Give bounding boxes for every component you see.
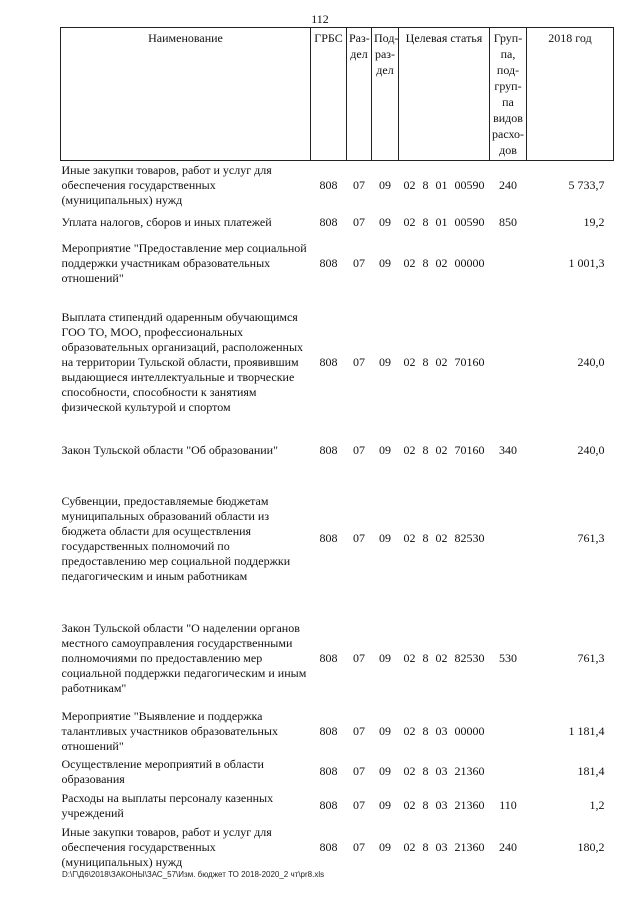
table-header-row [61, 28, 614, 161]
header-razdel-text: Раз-дел [349, 31, 370, 61]
header-podrazdel-text: Под-раз-дел [374, 31, 399, 77]
row-csr: 02 8 03 21360 [403, 764, 485, 778]
row-grbs: 808 [319, 651, 338, 665]
row-grbs: 808 [319, 764, 338, 778]
row-vr: 110 [499, 798, 517, 812]
table-row [61, 433, 614, 469]
row-razdel: 07 [353, 355, 365, 369]
row-name: Мероприятие "Предоставление мер социальной поддержки участникам образовательных отношений" [61, 241, 307, 285]
row-sum: 240,0 [577, 443, 605, 457]
row-sum: 1,2 [589, 798, 605, 812]
row-grbs: 808 [319, 724, 338, 738]
row-podrazdel: 09 [379, 531, 391, 545]
row-razdel: 07 [353, 256, 365, 270]
header-grbs: ГРБС [311, 28, 347, 161]
table-row [61, 789, 614, 823]
row-razdel: 07 [353, 651, 365, 665]
row-razdel: 07 [353, 798, 365, 812]
row-podrazdel: 09 [379, 443, 391, 457]
row-csr: 02 8 01 00590 [403, 215, 485, 229]
row-razdel: 07 [353, 724, 365, 738]
row-sum: 5 733,7 [568, 178, 605, 193]
row-vr [490, 709, 527, 755]
row-grbs: 808 [319, 531, 338, 545]
row-podrazdel: 09 [379, 651, 391, 665]
header-vr [490, 28, 527, 161]
table-row [61, 235, 614, 293]
row-csr: 02 8 02 70160 [403, 443, 485, 457]
row-razdel: 07 [353, 443, 365, 457]
row-sum: 180,2 [577, 840, 605, 854]
row-vr: 340 [499, 443, 517, 457]
row-podrazdel: 09 [379, 798, 391, 812]
row-csr: 02 8 03 21360 [403, 798, 485, 812]
row-csr: 02 8 02 70160 [403, 355, 485, 369]
row-vr [490, 469, 527, 609]
row-csr: 02 8 03 21360 [403, 840, 485, 854]
row-name: Закон Тульской области "О наделении органов местного самоуправления государственными полномочиями по предоставлению мер социальной поддержки педагогическим и иным работникам" [61, 621, 307, 695]
row-grbs: 808 [319, 798, 338, 812]
row-sum: 761,3 [577, 531, 605, 545]
row-vr: 240 [499, 840, 517, 854]
row-podrazdel: 09 [379, 840, 391, 854]
row-grbs: 808 [319, 178, 338, 193]
row-vr [490, 755, 527, 789]
row-name: Расходы на выплаты персоналу казенных учреждений [61, 790, 274, 820]
row-podrazdel: 09 [379, 178, 391, 193]
row-csr: 02 8 01 00590 [403, 178, 485, 193]
row-vr [490, 293, 527, 433]
row-razdel: 07 [353, 178, 365, 193]
row-name: Иные закупки товаров, работ и услуг для обеспечения государственных (муниципальных) нужд [61, 163, 272, 208]
table-row [61, 609, 614, 709]
table-row [61, 823, 614, 873]
row-razdel: 07 [353, 531, 365, 545]
row-sum: 240,0 [577, 355, 605, 369]
row-name: Выплата стипендий одаренным обучающимся ГОО ТО, МОО, профессиональных образовательных организаций, расположенных на территории Тульской области, проявившим выдающиеся интеллектуальные и творческие способности, способности к занятиям физической культурой и спортом [61, 310, 304, 414]
header-vr-text: Груп-па, под-груп-па видов расхо-дов [492, 31, 525, 157]
row-vr: 850 [499, 215, 517, 229]
table-row [61, 709, 614, 755]
row-razdel: 07 [353, 840, 365, 854]
row-sum: 1 181,4 [568, 724, 605, 738]
row-podrazdel: 09 [379, 764, 391, 778]
row-sum: 761,3 [577, 651, 605, 665]
header-razdel [347, 28, 372, 161]
row-podrazdel: 09 [379, 724, 391, 738]
table-row [61, 293, 614, 433]
row-vr: 240 [499, 178, 517, 193]
row-name: Субвенции, предоставляемые бюджетам муниципальных образований области из бюджета области для осуществления государственных полномочий по предоставлению мер социальной поддержки педагогическим и иным работникам [61, 493, 291, 583]
budget-table [60, 27, 614, 873]
page-number: 112 [311, 12, 329, 26]
header-podrazdel [372, 28, 399, 161]
header-name: Наименование [61, 28, 311, 161]
row-grbs: 808 [319, 256, 338, 270]
row-razdel: 07 [353, 764, 365, 778]
row-vr [490, 235, 527, 293]
row-podrazdel: 09 [379, 256, 391, 270]
table-row [61, 161, 614, 211]
header-csr: Целевая статья [399, 28, 490, 161]
row-sum: 181,4 [577, 764, 605, 778]
row-name: Закон Тульской области "Об образовании" [61, 443, 278, 457]
row-grbs: 808 [319, 355, 338, 369]
row-podrazdel: 09 [379, 355, 391, 369]
row-sum: 1 001,3 [568, 256, 605, 270]
row-csr: 02 8 02 82530 [403, 531, 485, 545]
row-csr: 02 8 02 00000 [403, 256, 485, 270]
table-row [61, 755, 614, 789]
row-name: Иные закупки товаров, работ и услуг для обеспечения государственных (муниципальных) нужд [61, 825, 272, 869]
row-sum: 19,2 [583, 215, 605, 229]
file-path-footer: D:\Г\Д6\2018\ЗАКОНЫ\ЗАС_57\Изм. бюджет ТО 2018-2020_2 чт\pr8.xls [62, 870, 325, 879]
row-podrazdel: 09 [379, 215, 391, 229]
row-name: Уплата налогов, сборов и иных платежей [61, 215, 272, 229]
row-grbs: 808 [319, 443, 338, 457]
table-row [61, 211, 614, 235]
row-grbs: 808 [319, 215, 338, 229]
row-razdel: 07 [353, 215, 365, 229]
row-name: Осуществление мероприятий в области образования [61, 756, 264, 786]
row-csr: 02 8 02 82530 [403, 651, 485, 665]
header-year: 2018 год [527, 28, 614, 161]
row-csr: 02 8 03 00000 [403, 724, 485, 738]
row-grbs: 808 [319, 840, 338, 854]
row-name: Мероприятие "Выявление и поддержка талантливых участников образовательных отношений" [61, 709, 278, 753]
table-row [61, 469, 614, 609]
row-vr: 530 [499, 651, 517, 665]
